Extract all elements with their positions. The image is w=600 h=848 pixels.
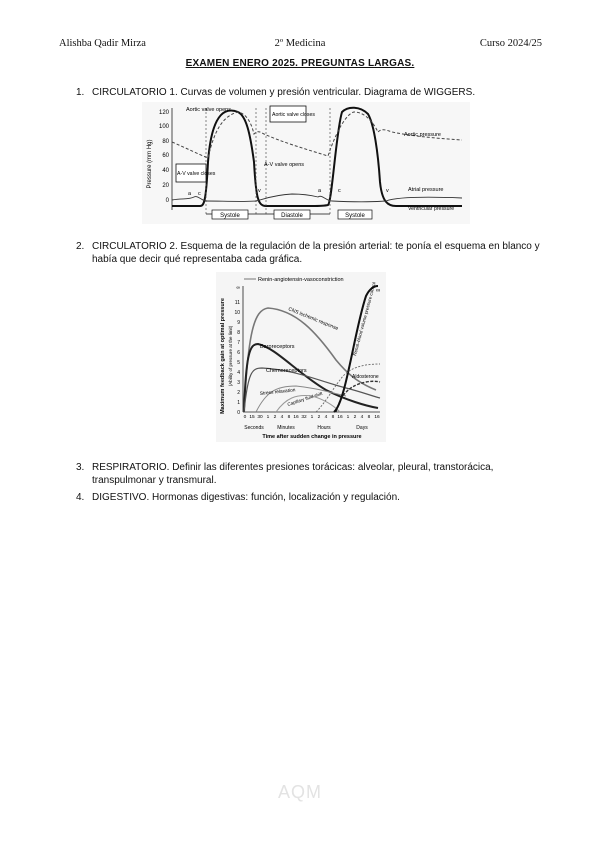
x-tick: 2: [273, 415, 277, 420]
y-tick: 60: [162, 153, 169, 159]
x-tick: 1: [346, 415, 350, 420]
label-capillary: Capillary fluid shift: [286, 390, 324, 407]
label-baroreceptors: Baroreceptors: [260, 344, 295, 350]
x-tick: 2: [353, 415, 357, 420]
x-tick: 30: [257, 415, 263, 420]
wave-c: c: [198, 191, 201, 197]
x-group: Minutes: [277, 425, 295, 431]
x-tick: 8: [367, 415, 371, 420]
author-name: Alishba Qadir Mirza: [59, 38, 146, 49]
x-tick: 4: [324, 415, 328, 420]
label-aldosterone: Aldosterone: [352, 374, 379, 380]
phase-label: Systole: [220, 213, 240, 219]
y-tick: 0: [165, 198, 169, 204]
y-tick: 1: [237, 400, 240, 406]
wave-v: v: [386, 188, 389, 194]
legend-label: Renin-angiotensin-vasoconstriction: [258, 277, 344, 283]
x-group: Hours: [317, 425, 331, 431]
question-text: RESPIRATORIO. Definir las diferentes presiones torácicas: alveolar, pleural, transtorácica, transpulmonar y transmural.: [92, 462, 494, 486]
y-tick: 80: [162, 139, 169, 145]
x-group: Days: [356, 425, 368, 431]
x-tick: 1: [266, 415, 270, 420]
y-tick: 40: [162, 168, 169, 174]
x-tick: 16: [374, 415, 380, 420]
y-tick: 120: [158, 110, 169, 116]
x-group: Seconds: [244, 425, 264, 431]
x-tick: 16: [293, 415, 299, 420]
label-av-closes: A-V valve closes: [177, 171, 216, 177]
y-tick: 8: [237, 330, 240, 336]
course-name: 2º Medicina: [274, 38, 326, 49]
x-tick: 2: [317, 415, 321, 420]
y-tick: 100: [158, 124, 169, 130]
phase-label: Diastole: [281, 213, 303, 219]
label-aortic-opens: [186, 107, 231, 113]
y-tick: 3: [237, 380, 240, 386]
x-tick: 16: [337, 415, 343, 420]
wave-v: v: [258, 188, 261, 194]
x-axis-label: Time after sudden change in pressure: [262, 434, 362, 440]
y-tick: 4: [237, 370, 240, 376]
pressure-regulation-diagram: [216, 272, 386, 442]
wiggers-diagram: [142, 102, 470, 224]
label-stress: Stress relaxation: [259, 388, 296, 397]
x-tick: 8: [331, 415, 335, 420]
wave-a: a: [188, 191, 192, 197]
wave-c: c: [338, 188, 341, 194]
question-number: 4.: [76, 492, 85, 503]
label-atrial-pressure: Atrial pressure: [408, 187, 444, 193]
label-ventricular-pressure: Ventricular pressure: [408, 206, 455, 212]
y-axis-label: Maximum feedback gain at optimal pressure: [220, 298, 226, 414]
label-chemoreceptors: Chemoreceptors: [266, 368, 307, 374]
y-tick: 20: [162, 183, 169, 189]
question-text: DIGESTIVO. Hormonas digestivas: función, localización y regulación.: [92, 492, 400, 503]
label-aortic-pressure: Aortic pressure: [404, 132, 441, 138]
label-infinity: ∞: [376, 288, 381, 294]
x-tick: 0: [243, 415, 247, 420]
y-tick: 6: [237, 350, 240, 356]
label-text: Aortic valve opens: [186, 107, 231, 113]
y-tick: ∞: [236, 285, 240, 291]
y-tick: 7: [237, 340, 240, 346]
question-number: 1.: [76, 87, 85, 98]
label-aortic-closes: Aortic valve closes: [272, 112, 315, 118]
exam-title: EXAMEN ENERO 2025. PREGUNTAS LARGAS.: [185, 58, 415, 69]
phase-label: Systole: [345, 213, 365, 219]
watermark: AQM: [277, 782, 322, 802]
y-tick: 5: [237, 360, 240, 366]
label-av-opens: A-V valve opens: [264, 162, 305, 168]
y-tick: 11: [234, 300, 240, 306]
label-cns: CNS ischemic response: [287, 306, 339, 332]
x-tick: 15: [249, 415, 255, 420]
question-text: CIRCULATORIO 1. Curvas de volumen y presión ventricular. Diagrama de WIGGERS.: [92, 87, 476, 98]
y-tick: 2: [237, 390, 240, 396]
label-renal: Renal–blood volume pressure control: [352, 281, 377, 357]
x-tick: 4: [280, 415, 284, 420]
question-number: 2.: [76, 241, 85, 252]
y-tick: 0: [237, 410, 240, 416]
x-tick: 4: [360, 415, 364, 420]
y-tick: 9: [237, 320, 240, 326]
question-number: 3.: [76, 462, 85, 473]
x-tick: 1: [310, 415, 314, 420]
wave-a: a: [318, 188, 322, 194]
question-text: CIRCULATORIO 2. Esquema de la regulación de la presión arterial: te ponía el esquema en blanco y había que decir qué representaba cada gráfica.: [92, 241, 540, 265]
academic-year: Curso 2024/25: [479, 38, 542, 49]
y-axis-sublabel: (Ability of pressure at the limit): [228, 325, 233, 387]
wiggers-y-label: Pressure (mm Hg): [147, 139, 153, 189]
x-tick: 8: [287, 415, 291, 420]
y-tick: 10: [234, 310, 240, 316]
x-tick: 32: [301, 415, 307, 420]
